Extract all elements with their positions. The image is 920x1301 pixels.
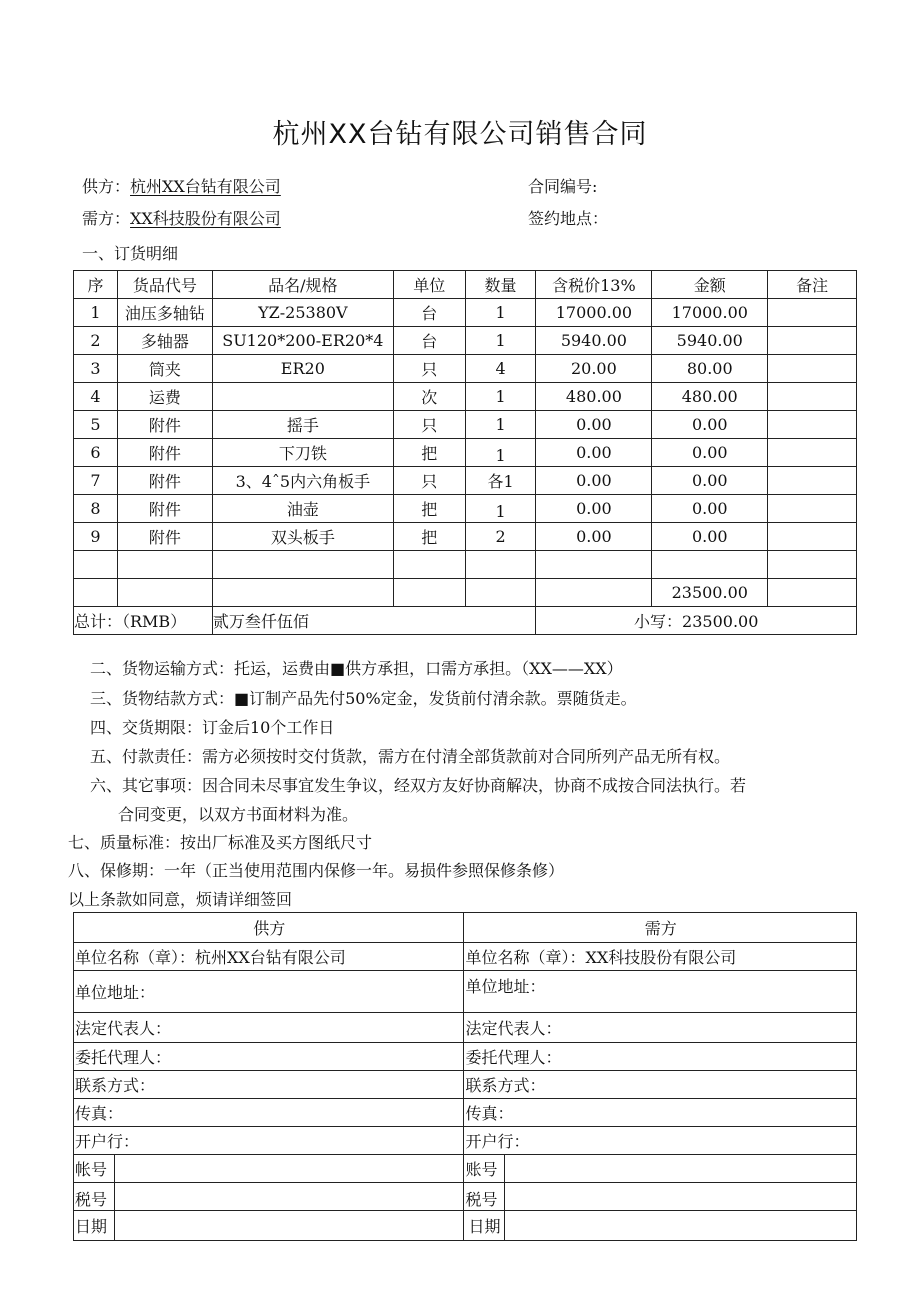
item-spec: 下刀铁 <box>212 439 393 467</box>
table-row <box>74 495 857 523</box>
supplier-account-value <box>114 1155 464 1183</box>
item-spec: 3、4ˆ5内六角板手 <box>212 467 393 495</box>
item-price: 0.00 <box>536 495 652 523</box>
clause-3: 三、货物结款方式：■订制产品先付50%定金，发货前付清余款。票随货走。 <box>90 689 637 708</box>
item-qty: 1 <box>465 411 536 439</box>
header-cell: 单位 <box>393 271 465 299</box>
item-unit: 台 <box>393 327 465 355</box>
buyer-address: 单位地址： <box>464 971 857 1013</box>
sign-row <box>74 943 857 971</box>
item-qty: 1 <box>465 439 536 467</box>
item-remark <box>768 327 857 355</box>
item-qty: 2 <box>465 523 536 551</box>
item-remark <box>768 467 857 495</box>
item-qty: 4 <box>465 355 536 383</box>
item-code: 油压多轴钻 <box>117 299 212 327</box>
table-row <box>74 523 857 551</box>
row-no: 5 <box>74 411 118 439</box>
buyer-account-value <box>505 1155 857 1183</box>
header-cell: 数量 <box>465 271 536 299</box>
section1-title: 一、订货明细 <box>82 244 179 263</box>
sign-row <box>74 1013 857 1043</box>
clause-6-line1: 六、其它事项：因合同未尽事宜发生争议，经双方友好协商解决，协商不成按合同法执行。若 <box>90 776 747 795</box>
item-unit: 只 <box>393 411 465 439</box>
item-price: 0.00 <box>536 467 652 495</box>
supplier-line <box>82 174 281 197</box>
item-qty: 各1 <box>465 467 536 495</box>
item-qty: 1 <box>465 383 536 411</box>
item-price: 5940.00 <box>536 327 652 355</box>
item-price: 20.00 <box>536 355 652 383</box>
buyer-date-label: 日期 <box>464 1211 505 1241</box>
buyer-legal-rep: 法定代表人： <box>464 1013 857 1043</box>
sign-row <box>74 971 857 1013</box>
supplier-label: 供方： <box>82 177 131 196</box>
item-amount: 0.00 <box>652 495 768 523</box>
clause-8: 八、保修期：一年（正当使用范围内保修一年。易损件参照保修条修） <box>68 861 565 880</box>
empty-row <box>74 551 857 579</box>
item-unit: 把 <box>393 439 465 467</box>
sign-row <box>74 1071 857 1099</box>
supplier-date-label: 日期 <box>74 1211 115 1241</box>
item-spec: 摇手 <box>212 411 393 439</box>
row-no: 2 <box>74 327 118 355</box>
item-price: 0.00 <box>536 523 652 551</box>
sign-row <box>74 1155 857 1183</box>
total-words: 贰万叁仟伍佰 <box>212 607 536 635</box>
header-cell: 品名/规格 <box>212 271 393 299</box>
item-amount: 0.00 <box>652 467 768 495</box>
item-qty: 1 <box>465 299 536 327</box>
table-row <box>74 411 857 439</box>
item-spec: ER20 <box>212 355 393 383</box>
subtotal-amount: 23500.00 <box>652 579 768 607</box>
supplier-bank: 开户行： <box>74 1127 464 1155</box>
header-cell: 金额 <box>652 271 768 299</box>
buyer-bank: 开户行： <box>464 1127 857 1155</box>
item-spec: 油壶 <box>212 495 393 523</box>
buyer-fax: 传真： <box>464 1099 857 1127</box>
row-no: 6 <box>74 439 118 467</box>
clause-4: 四、交货期限：订金后10个工作日 <box>90 718 335 737</box>
item-code: 多轴器 <box>117 327 212 355</box>
table-row <box>74 355 857 383</box>
item-qty: 1 <box>465 327 536 355</box>
supplier-legal-rep: 法定代表人： <box>74 1013 464 1043</box>
supplier-account-label: 帐号 <box>74 1155 115 1183</box>
header-cell: 含税价13% <box>536 271 652 299</box>
item-code: 附件 <box>117 411 212 439</box>
total-small: 小写：23500.00 <box>536 607 857 635</box>
row-no: 8 <box>74 495 118 523</box>
item-remark <box>768 439 857 467</box>
item-amount: 5940.00 <box>652 327 768 355</box>
buyer-agent: 委托代理人： <box>464 1043 857 1071</box>
row-no: 7 <box>74 467 118 495</box>
supplier-agent: 委托代理人： <box>74 1043 464 1071</box>
buyer-contact: 联系方式： <box>464 1071 857 1099</box>
buyer-account-label: 账号 <box>464 1155 505 1183</box>
sign-row <box>74 1127 857 1155</box>
item-remark <box>768 355 857 383</box>
supplier-fax: 传真： <box>74 1099 464 1127</box>
supplier-head: 供方 <box>74 913 464 943</box>
clause-9: 以上条款如同意，烦请详细签回 <box>68 890 293 909</box>
item-code: 运费 <box>117 383 212 411</box>
buyer-name: XX科技股份有限公司 <box>130 209 281 228</box>
table-row <box>74 439 857 467</box>
buyer-tax-value <box>505 1183 857 1211</box>
table-row <box>74 467 857 495</box>
item-remark <box>768 495 857 523</box>
sign-row <box>74 1211 857 1241</box>
sign-row <box>74 1099 857 1127</box>
buyer-head: 需方 <box>464 913 857 943</box>
row-no: 4 <box>74 383 118 411</box>
item-spec: 双头板手 <box>212 523 393 551</box>
supplier-address: 单位地址： <box>74 971 464 1013</box>
sign-header-row <box>74 913 857 943</box>
total-row <box>74 607 857 635</box>
signature-table <box>73 912 857 1241</box>
item-qty: 1 <box>465 495 536 523</box>
row-no: 1 <box>74 299 118 327</box>
item-price: 480.00 <box>536 383 652 411</box>
order-details-table <box>73 270 857 635</box>
table-row <box>74 327 857 355</box>
header-cell: 备注 <box>768 271 857 299</box>
clause-6-line2: 合同变更，以双方书面材料为准。 <box>118 805 359 824</box>
item-price: 17000.00 <box>536 299 652 327</box>
clause-5: 五、付款责任：需方必须按时交付货款，需方在付清全部货款前对合同所列产品无所有权。 <box>90 747 731 766</box>
supplier-date-value <box>114 1211 464 1241</box>
total-label: 总计：（RMB） <box>74 607 213 635</box>
supplier-unit: 单位名称（章）：杭州XX台钻有限公司 <box>74 943 464 971</box>
table-header-row <box>74 271 857 299</box>
item-unit: 只 <box>393 355 465 383</box>
item-price: 0.00 <box>536 411 652 439</box>
item-unit: 台 <box>393 299 465 327</box>
contract-no-label: 合同编号: <box>528 177 598 196</box>
header-cell: 货品代号 <box>117 271 212 299</box>
item-remark <box>768 383 857 411</box>
supplier-tax-value <box>114 1183 464 1211</box>
item-amount: 480.00 <box>652 383 768 411</box>
sign-place-label: 签约地点： <box>528 209 609 228</box>
clause-7: 七、质量标准：按出厂标准及买方图纸尺寸 <box>68 833 373 852</box>
item-amount: 0.00 <box>652 523 768 551</box>
buyer-date-value <box>505 1211 857 1241</box>
contract-title: 杭州XX台钻有限公司销售合同 <box>272 119 648 150</box>
supplier-name: 杭州XX台钻有限公司 <box>130 177 281 196</box>
item-remark <box>768 411 857 439</box>
item-code: 筒夹 <box>117 355 212 383</box>
item-price: 0.00 <box>536 439 652 467</box>
item-spec: YZ-25380V <box>212 299 393 327</box>
table-row <box>74 299 857 327</box>
buyer-tax-label: 税号 <box>464 1183 505 1211</box>
table-row <box>74 383 857 411</box>
item-unit: 只 <box>393 467 465 495</box>
subtotal-row <box>74 579 857 607</box>
buyer-unit: 单位名称（章）：XX科技股份有限公司 <box>464 943 857 971</box>
item-remark <box>768 299 857 327</box>
item-remark <box>768 523 857 551</box>
row-no: 3 <box>74 355 118 383</box>
buyer-label: 需方： <box>82 209 131 228</box>
item-unit: 次 <box>393 383 465 411</box>
item-spec <box>212 383 393 411</box>
header-cell: 序 <box>74 271 118 299</box>
supplier-tax-label: 税号 <box>74 1183 115 1211</box>
item-unit: 把 <box>393 495 465 523</box>
item-code: 附件 <box>117 439 212 467</box>
item-amount: 80.00 <box>652 355 768 383</box>
row-no: 9 <box>74 523 118 551</box>
sign-row <box>74 1043 857 1071</box>
item-amount: 17000.00 <box>652 299 768 327</box>
sign-row <box>74 1183 857 1211</box>
item-amount: 0.00 <box>652 439 768 467</box>
item-amount: 0.00 <box>652 411 768 439</box>
item-code: 附件 <box>117 495 212 523</box>
item-code: 附件 <box>117 523 212 551</box>
clause-2: 二、货物运输方式：托运，运费由■供方承担，口需方承担。（XX——XX） <box>90 659 623 678</box>
item-spec: SU120*200-ER20*4 <box>212 327 393 355</box>
buyer-line <box>82 206 281 229</box>
item-unit: 把 <box>393 523 465 551</box>
item-code: 附件 <box>117 467 212 495</box>
supplier-contact: 联系方式： <box>74 1071 464 1099</box>
